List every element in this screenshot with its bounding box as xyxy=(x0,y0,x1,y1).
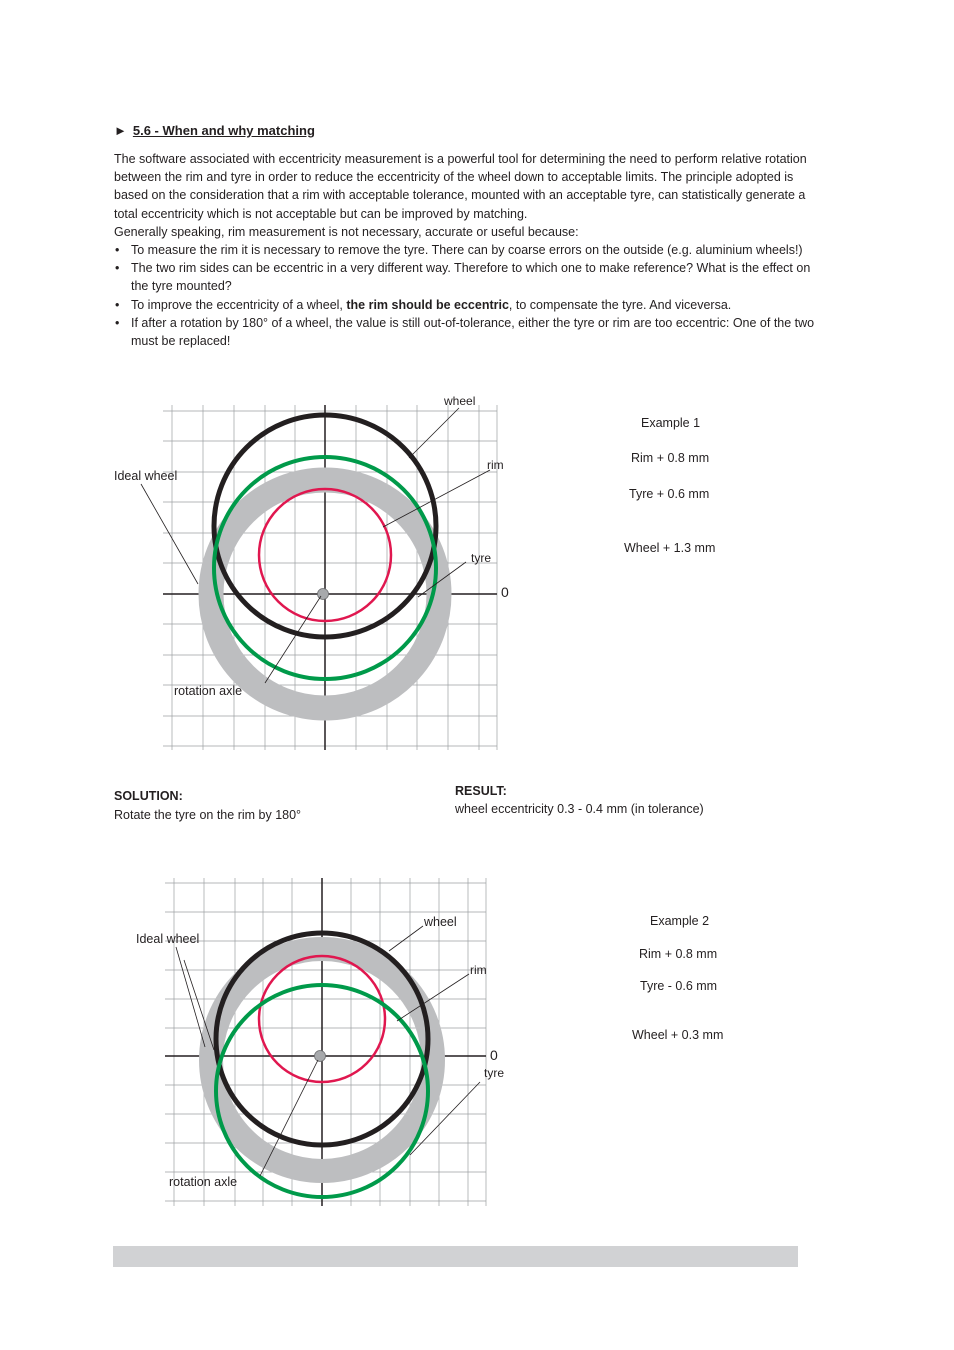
bullet3-pre: To improve the eccentricity of a wheel, xyxy=(131,297,347,312)
list-item: • The two rim sides can be eccentric in a very different way. Therefore to which one to make reference? What is the effect on the tyre mounted? xyxy=(131,259,819,295)
list-item: • To measure the rim it is necessary to remove the tyre. There can by coarse errors on the outside (e.g. aluminium wheels!) xyxy=(131,241,819,259)
zero-label-1: 0 xyxy=(501,584,509,600)
example2-title: Example 2 xyxy=(650,914,710,928)
ideal-wheel-label-2: Ideal wheel xyxy=(136,932,200,946)
tyre-label-2: tyre xyxy=(484,1066,505,1080)
wheel-label-2: wheel xyxy=(424,915,457,929)
intro-general: Generally speaking, rim measurement is not necessary, accurate or useful because: xyxy=(114,224,579,239)
rotation-axle-dot-2 xyxy=(315,1051,326,1062)
zero-label-2: 0 xyxy=(490,1047,498,1063)
result-text: wheel eccentricity 0.3 - 0.4 mm (in tolerance) xyxy=(455,802,704,816)
result-heading: RESULT: xyxy=(455,784,507,798)
arrow-icon: ► xyxy=(114,123,127,138)
example2-rim: Rim + 0.8 mm xyxy=(639,947,718,961)
example1-rim: Rim + 0.8 mm xyxy=(631,451,710,465)
intro-paragraph: The software associated with eccentricity measurement is a powerful tool for determining the need to perform relative rotation between the rim and tyre in order to reduce the eccentricity of the wheel down to acceptable limits. The principle adopted is based on the consideration that a rim with acceptable tolerance, mounted with an acceptable tyre, can statistically generate a total eccentricity which is not acceptable but can be improved by matching. xyxy=(114,152,807,221)
example2-tyre: Tyre - 0.6 mm xyxy=(640,979,718,993)
rim-label-1: rim xyxy=(487,458,504,472)
ideal-wheel-label-1: Ideal wheel xyxy=(114,469,178,483)
tyre-label-1: tyre xyxy=(471,551,492,565)
rotation-axle-label-2: rotation axle xyxy=(169,1175,238,1189)
rim-label-2: rim xyxy=(470,963,487,977)
footer-bar xyxy=(113,1246,798,1267)
bullet3-post: , to compensate the tyre. And viceversa. xyxy=(508,297,732,312)
example1-title: Example 1 xyxy=(641,416,701,430)
solution-text: Rotate the tyre on the rim by 180° xyxy=(114,808,302,822)
section-title: 5.6 - When and why matching xyxy=(132,123,315,138)
bullet3-bold: the rim should be eccentric xyxy=(346,297,509,312)
solution-heading: SOLUTION: xyxy=(114,789,183,803)
list-item: • If after a rotation by 180° of a wheel, the value is still out-of-tolerance, either the tyre or rim are too eccentric: One of the two must be replaced! xyxy=(131,314,819,350)
example2-wheel: Wheel + 0.3 mm xyxy=(632,1028,724,1042)
example1-tyre: Tyre + 0.6 mm xyxy=(629,487,710,501)
rotation-axle-label-1: rotation axle xyxy=(174,684,243,698)
wheel-label-1: wheel xyxy=(444,394,476,408)
example1-wheel: Wheel + 1.3 mm xyxy=(624,541,716,555)
